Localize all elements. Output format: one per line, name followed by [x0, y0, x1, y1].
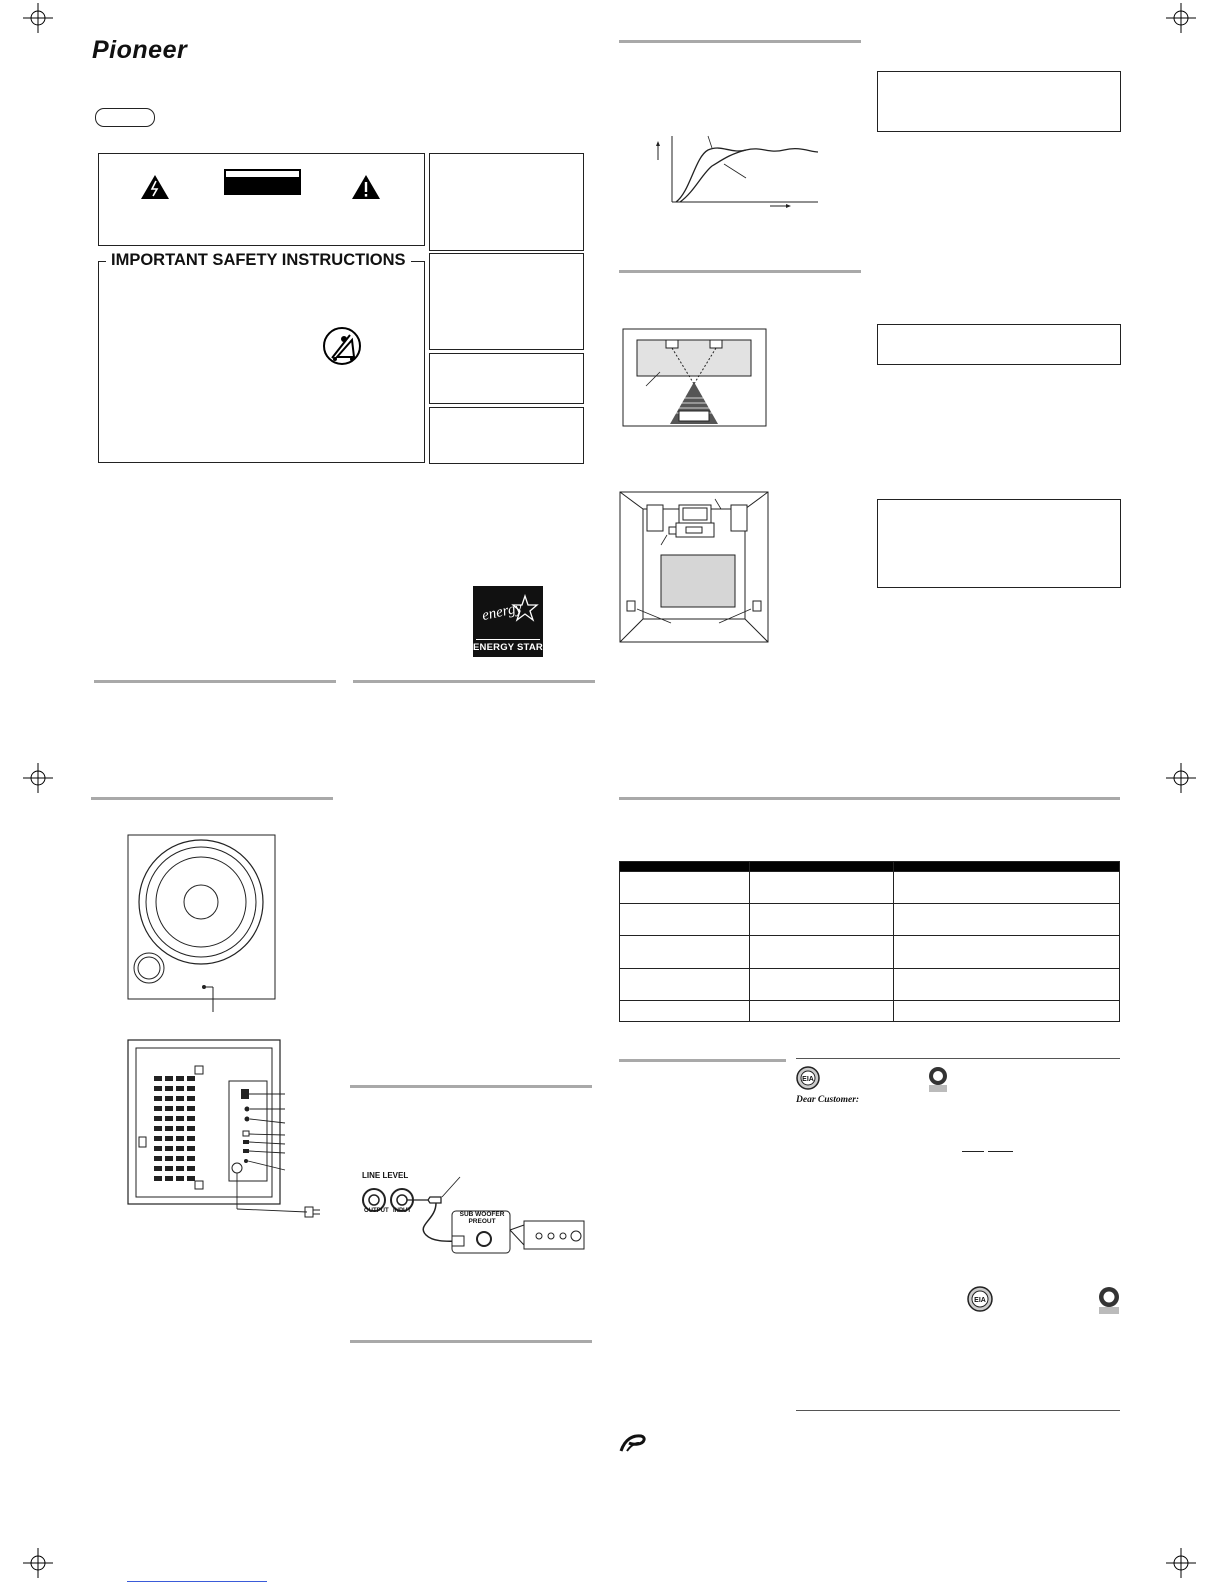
notice-box-1 [429, 153, 584, 251]
section-rule-thin [796, 1410, 1120, 1411]
quality-seal-badge [927, 1065, 949, 1093]
energy-star-script: energy [480, 599, 524, 625]
section-rule-thin [796, 1058, 1120, 1059]
line-level-label: LINE LEVEL [362, 1171, 409, 1180]
energy-star-logo [473, 586, 543, 657]
underline-mark [988, 1151, 1013, 1152]
table-row [620, 872, 1120, 904]
registration-mark [23, 763, 53, 793]
speaker-placement-top-view [622, 328, 768, 428]
table-row [620, 904, 1120, 936]
cart-tip-over-icon [322, 326, 362, 366]
underline-mark [962, 1151, 984, 1152]
pioneer-emblem-icon [619, 1433, 647, 1453]
safety-instructions-box [98, 261, 425, 463]
table-row [620, 936, 1120, 969]
registration-mark [1166, 1548, 1196, 1578]
language-pill [95, 108, 155, 127]
section-rule [91, 797, 333, 800]
section-rule [350, 1085, 592, 1088]
lightning-warning-icon [140, 174, 170, 200]
room-layout-diagram [619, 491, 769, 643]
specifications-table [619, 861, 1120, 1022]
note-box-1 [877, 71, 1121, 132]
registration-mark [1166, 3, 1196, 33]
eia-badge [796, 1066, 820, 1090]
sub-woofer-preout-line2: PREOUT [468, 1217, 496, 1225]
section-rule [619, 797, 1120, 800]
line-input-label: INPUT [393, 1208, 411, 1214]
table-row [620, 969, 1120, 1001]
subwoofer-front-diagram [127, 834, 277, 1014]
section-rule [619, 1059, 786, 1062]
caution-box [98, 153, 425, 246]
svg-text:EIA: EIA [974, 1297, 986, 1304]
safety-instructions-title: IMPORTANT SAFETY INSTRUCTIONS [106, 251, 411, 270]
svg-text:EIA: EIA [802, 1076, 814, 1083]
note-box-3 [877, 499, 1121, 588]
table-row [620, 1001, 1120, 1022]
table-header-row [620, 862, 1120, 872]
subwoofer-rear-diagram [127, 1039, 327, 1219]
notice-box-2 [429, 253, 584, 350]
energy-star-label: ENERGY STAR [473, 642, 543, 653]
section-rule [619, 270, 861, 273]
registration-mark [23, 3, 53, 33]
star-icon [511, 594, 539, 622]
caution-label-bar [224, 169, 301, 195]
notice-box-3 [429, 353, 584, 404]
exclamation-warning-icon [351, 174, 381, 200]
sub-woofer-preout-line1: SUB WOOFER [459, 1211, 505, 1218]
line-output-label: OUTPUT [364, 1208, 389, 1214]
quality-seal-badge [1097, 1285, 1121, 1315]
sub-woofer-preout-label [457, 1212, 507, 1226]
section-rule [353, 680, 595, 683]
registration-mark [1166, 763, 1196, 793]
registration-mark [23, 1548, 53, 1578]
brand-logo: Pioneer [92, 36, 188, 64]
dear-customer-greeting: Dear Customer: [796, 1095, 860, 1105]
section-rule [94, 680, 336, 683]
note-box-2 [877, 324, 1121, 365]
footer-link-underline[interactable] [127, 1581, 267, 1582]
section-rule [350, 1340, 592, 1343]
notice-box-4 [429, 407, 584, 464]
eia-badge [967, 1286, 993, 1312]
section-rule [619, 40, 861, 43]
frequency-response-graph [650, 132, 822, 212]
